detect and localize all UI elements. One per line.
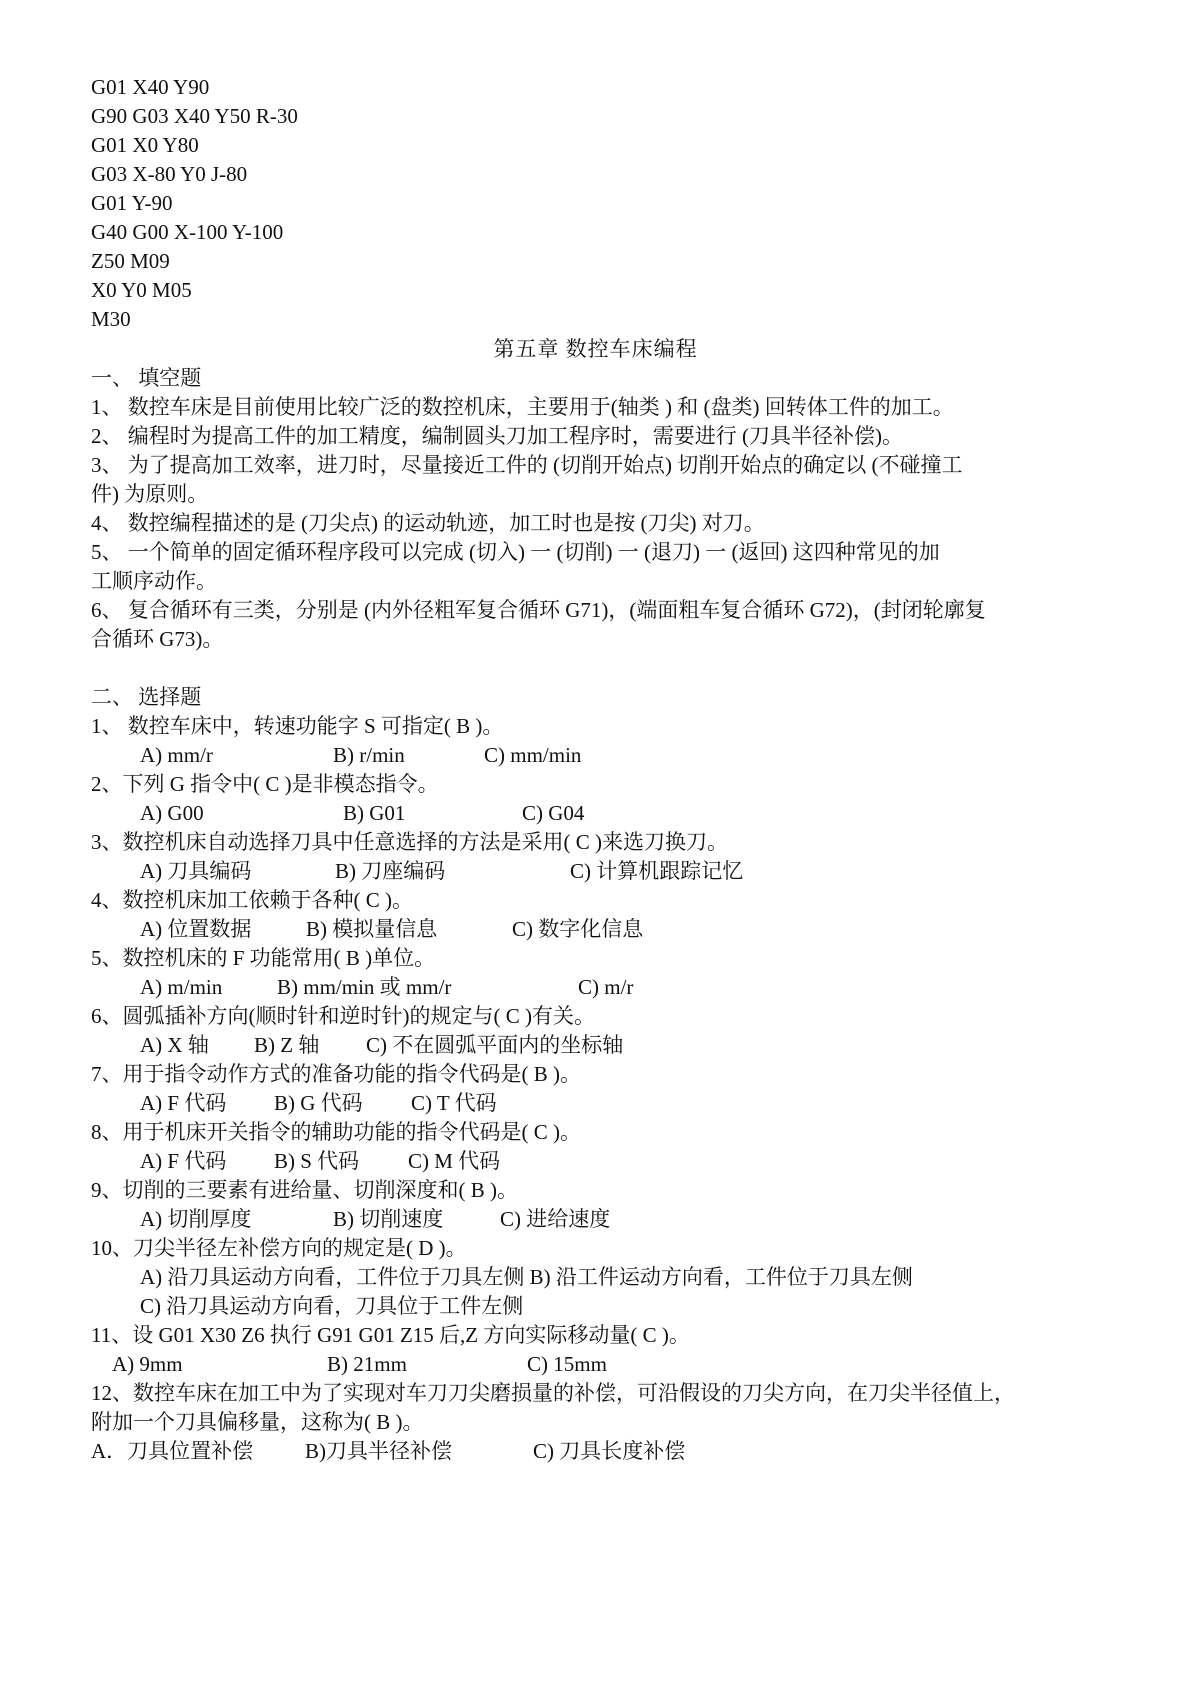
option-a: A) m/min <box>140 975 223 999</box>
option-c: C) 进给速度 <box>500 1207 611 1231</box>
option-b: B) G01 <box>343 801 406 825</box>
fill-blank-line: 1、 数控车床是目前使用比较广泛的数控机床，主要用于(轴类 ) 和 (盘类) 回转体工件的加工。 <box>91 395 954 419</box>
code-line: G01 X40 Y90 <box>91 75 210 99</box>
option-c: C) 不在圆弧平面内的坐标轴 <box>366 1033 624 1057</box>
option-a: A) 位置数据 <box>140 917 252 941</box>
option-c: C) G04 <box>522 801 585 825</box>
option-a: A) 切削厚度 <box>140 1207 252 1231</box>
option-c: C) 15mm <box>527 1352 607 1376</box>
fill-blank-line: 件) 为原则。 <box>91 482 209 506</box>
option-b: B) S 代码 <box>274 1149 360 1173</box>
question-12-line-1: 12、数控车床在加工中为了实现对车刀刀尖磨损量的补偿，可沿假设的刀尖方向，在刀尖半径值上， <box>91 1381 1015 1405</box>
option-b: B) r/min <box>333 743 405 767</box>
code-line: G01 X0 Y80 <box>91 133 199 157</box>
code-line: Z50 M09 <box>91 249 170 273</box>
code-line: M30 <box>91 307 131 331</box>
question-5: 5、数控机床的 F 功能常用( B )单位。 <box>91 946 436 970</box>
option-a: A．刀具位置补偿 <box>91 1439 254 1463</box>
question-10: 10、刀尖半径左补偿方向的规定是( D )。 <box>91 1236 467 1260</box>
option-c: C) M 代码 <box>408 1149 501 1173</box>
option-a: A) F 代码 <box>140 1149 227 1173</box>
option-a: A) X 轴 <box>140 1033 209 1057</box>
fill-blank-line: 5、 一个简单的固定循环程序段可以完成 (切入) 一 (切削) 一 (退刀) 一 (返回) 这四种常见的加 <box>91 540 940 564</box>
section-heading-choice: 二、 选择题 <box>91 685 202 709</box>
option-a: A) mm/r <box>140 743 213 767</box>
fill-blank-line: 工顺序动作。 <box>91 569 217 593</box>
option-a: A) 9mm <box>112 1352 183 1376</box>
option-b: B) 模拟量信息 <box>306 917 438 941</box>
chapter-title: 第五章 数控车床编程 <box>493 337 698 361</box>
option-c: C) 刀具长度补偿 <box>533 1439 686 1463</box>
fill-blank-line: 4、 数控编程描述的是 (刀尖点) 的运动轨迹，加工时也是按 (刀尖) 对刀。 <box>91 511 765 535</box>
option-b: B) mm/min 或 mm/r <box>277 975 452 999</box>
question-9: 9、切削的三要素有进给量、切削深度和( B )。 <box>91 1178 518 1202</box>
question-6: 6、圆弧插补方向(顺时针和逆时针)的规定与( C )有关。 <box>91 1004 595 1028</box>
option-b: B)刀具半径补偿 <box>305 1439 452 1463</box>
option-c: C) 数字化信息 <box>512 917 644 941</box>
option-a: A) 刀具编码 <box>140 859 252 883</box>
fill-blank-line: 合循环 G73)。 <box>91 627 224 651</box>
option-b: B) 21mm <box>327 1352 407 1376</box>
option-c: C) T 代码 <box>411 1091 497 1115</box>
question-3: 3、数控机床自动选择刀具中任意选择的方法是采用( C )来选刀换刀。 <box>91 830 728 854</box>
fill-blank-line: 6、 复合循环有三类，分别是 (内外径粗军复合循环 G71)，(端面粗车复合循环 G72)，(封闭轮廓复 <box>91 598 986 622</box>
code-line: G01 Y-90 <box>91 191 173 215</box>
fill-blank-line: 2、 编程时为提高工件的加工精度，编制圆头刀加工程序时，需要进行 (刀具半径补偿)。 <box>91 424 903 448</box>
code-line: G40 G00 X-100 Y-100 <box>91 220 284 244</box>
question-12-line-2: 附加一个刀具偏移量，这称为( B )。 <box>91 1410 424 1434</box>
option-b: B) 刀座编码 <box>335 859 446 883</box>
question-10-options-line-1: A) 沿刀具运动方向看，工件位于刀具左侧 B) 沿工件运动方向看，工件位于刀具左侧 <box>140 1265 913 1289</box>
fill-blank-line: 3、 为了提高加工效率，进刀时，尽量接近工件的 (切削开始点) 切削开始点的确定以 (不碰撞工 <box>91 453 963 477</box>
option-c: C) 计算机跟踪记忆 <box>570 859 744 883</box>
code-line: G03 X-80 Y0 J-80 <box>91 162 248 186</box>
option-c: C) m/r <box>578 975 634 999</box>
question-4: 4、数控机床加工依赖于各种( C )。 <box>91 888 413 912</box>
question-2: 2、下列 G 指令中( C )是非模态指令。 <box>91 772 439 796</box>
code-line: G90 G03 X40 Y50 R-30 <box>91 104 298 128</box>
option-b: B) 切削速度 <box>333 1207 444 1231</box>
option-a: A) F 代码 <box>140 1091 227 1115</box>
option-b: B) Z 轴 <box>254 1033 320 1057</box>
code-line: X0 Y0 M05 <box>91 278 192 302</box>
option-a: A) G00 <box>140 801 204 825</box>
question-11: 11、设 G01 X30 Z6 执行 G91 G01 Z15 后,Z 方向实际移动量( C )。 <box>91 1323 690 1347</box>
section-heading-fill-blank: 一、 填空题 <box>91 366 202 390</box>
question-7: 7、用于指令动作方式的准备功能的指令代码是( B )。 <box>91 1062 581 1086</box>
question-10-options-line-2: C) 沿刀具运动方向看，刀具位于工件左侧 <box>140 1294 524 1318</box>
option-c: C) mm/min <box>484 743 582 767</box>
option-b: B) G 代码 <box>274 1091 363 1115</box>
question-1: 1、 数控车床中，转速功能字 S 可指定( B )。 <box>91 714 504 738</box>
question-8: 8、用于机床开关指令的辅助功能的指令代码是( C )。 <box>91 1120 581 1144</box>
